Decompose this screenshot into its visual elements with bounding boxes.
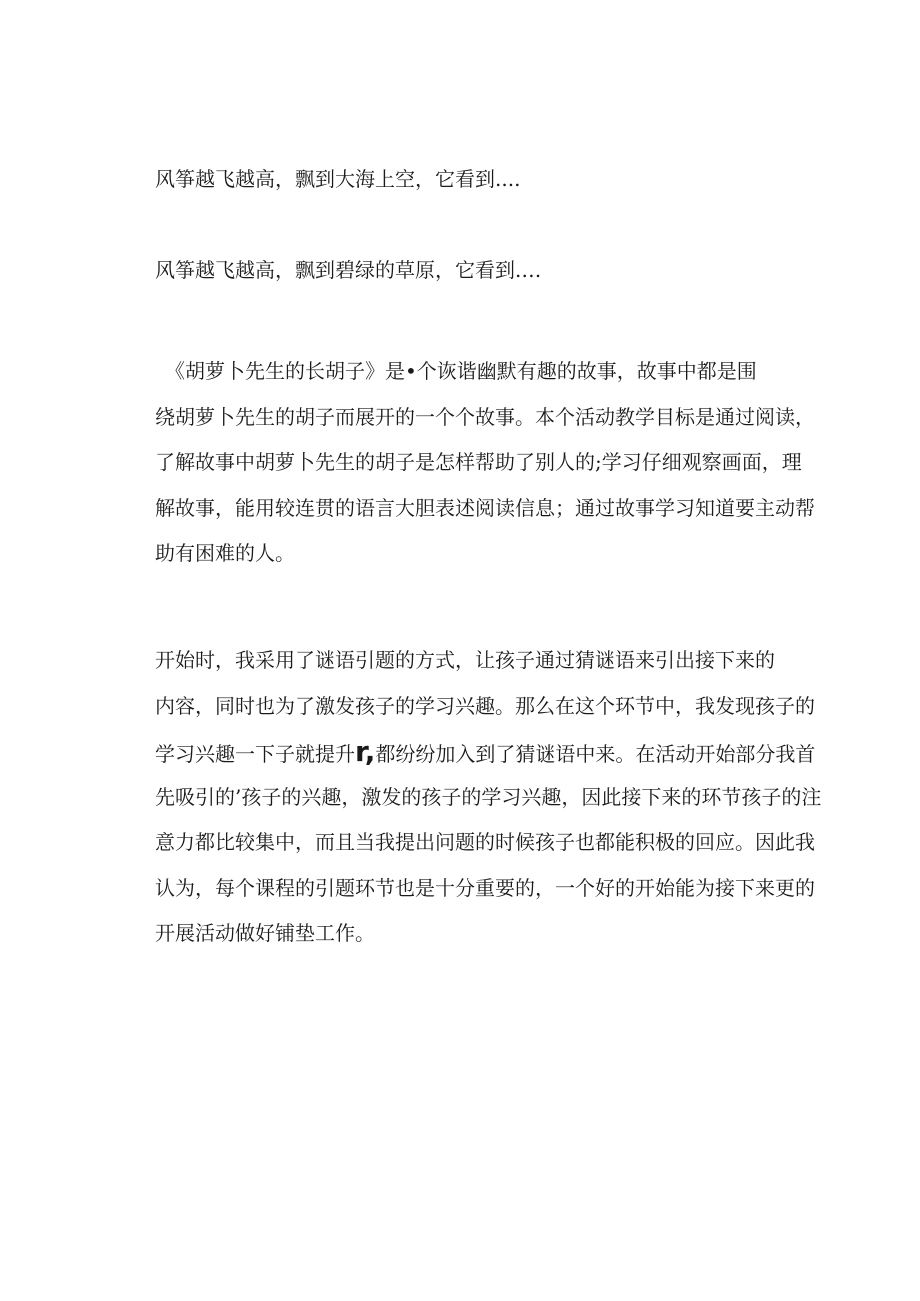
paragraph-1-line: 了解故事中胡萝卜先生的胡子是怎样帮助了别人的;学习仔细观察画面，理 xyxy=(155,450,802,474)
paragraph-2-line-mixed xyxy=(155,729,821,775)
paragraph-2-line: 认为，每个课程的引题环节也是十分重要的，一个好的开始能为接下来更的 xyxy=(155,875,815,900)
paragraph-2-line: 开展活动做好铺垫工作。 xyxy=(155,921,375,945)
paragraph-2 xyxy=(155,638,821,957)
paragraph-2-line: 内容，同时也为了激发孩子的学习兴趣。那么在这个环节中，我发现孩子的 xyxy=(155,693,815,718)
paragraph-1-line: 《胡萝卜先生的长胡子》是•个诙谐幽默有趣的故事，故事中都是围 xyxy=(165,359,757,383)
paragraph-2-line: 先吸引的’孩子的兴趣，激发的孩子的学习兴趣，因此接下来的环节孩子的注 xyxy=(155,784,822,809)
paragraph-2-text: 学习兴趣一下子就提升 xyxy=(155,742,355,766)
paragraph-1-line: 绕胡萝卜先生的胡子而展开的一个个故事。本个活动教学目标是通过阅读， xyxy=(155,404,815,429)
paragraph-2-line: 开始时，我采用了谜语引题的方式，让孩子通过猜谜语来引出接下来的 xyxy=(155,648,775,672)
text-line-1: 风筝越飞越高，飘到大海上空，它看到.... xyxy=(155,167,521,191)
paragraph-2-text: 都纷纷加入到了猜谜语中来。在活动开始部分我首 xyxy=(375,742,816,766)
paragraph-1 xyxy=(155,349,815,577)
text-line-2: 风筝越飞越高，飘到碧绿的草原，它看到.… xyxy=(155,258,542,282)
paragraph-2-line: 意力都比较集中，而且当我提出问题的时候孩子也都能积极的回应。因此我 xyxy=(155,830,815,854)
ocr-glyph: r, xyxy=(355,735,376,768)
paragraph-1-line: 助有困难的人。 xyxy=(155,541,295,565)
paragraph-1-line: 解故事，能用较连贯的语言大胆表述阅读信息；通过故事学习知道要主动帮 xyxy=(155,495,815,520)
